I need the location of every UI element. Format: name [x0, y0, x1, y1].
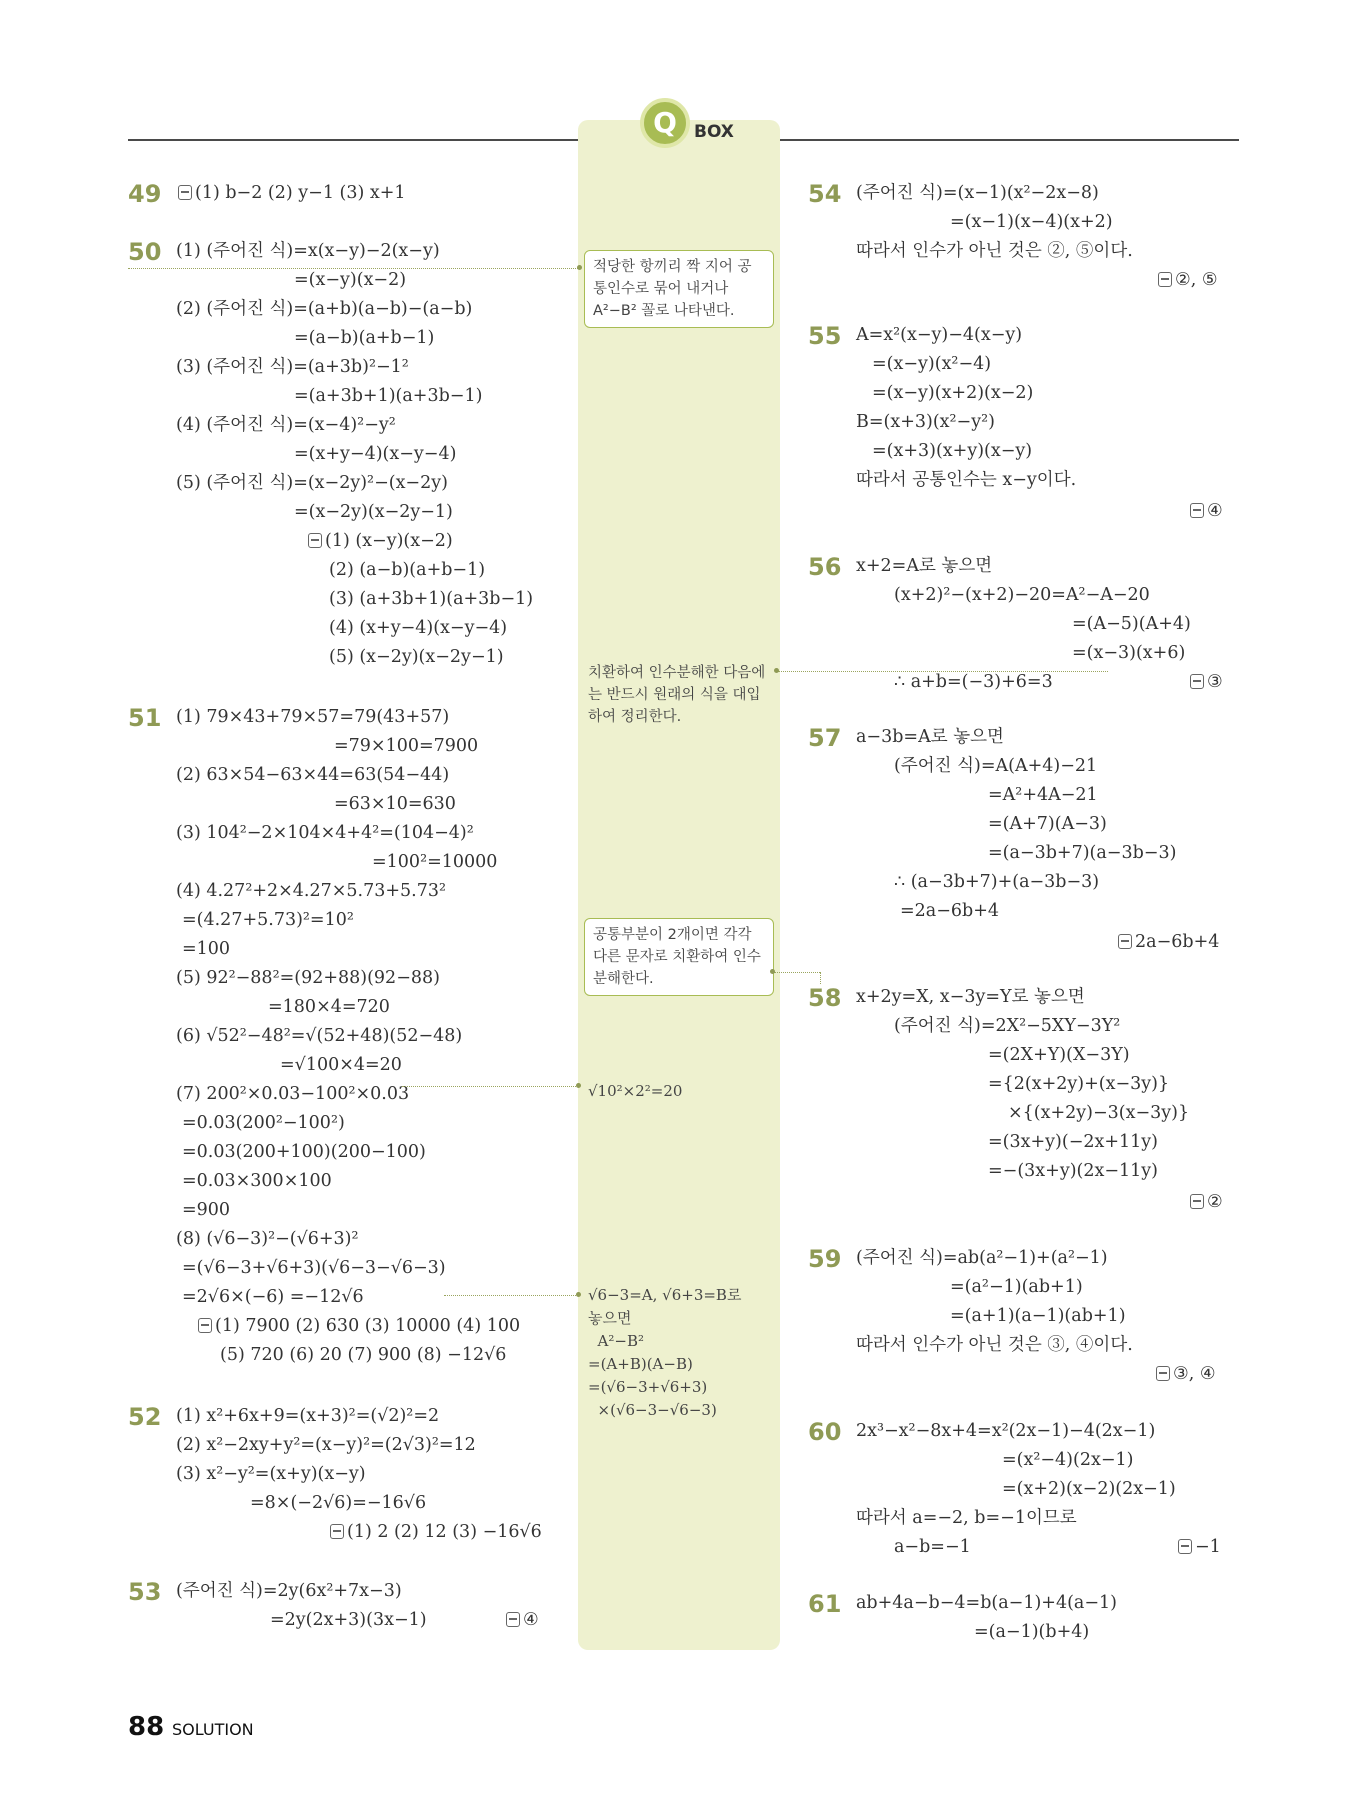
solution-line: =√100×4=20 [280, 1055, 402, 1075]
solution-line: =(x−y)(x+2)(x−2) [872, 383, 1034, 403]
answer-icon [1118, 934, 1132, 949]
solution-line: =(√6−3+√6+3)(√6−3−√6−3) [182, 1258, 446, 1278]
solution-line: =0.03×300×100 [182, 1171, 332, 1191]
solution-line: =8×(−2√6)=−16√6 [250, 1493, 427, 1513]
answer-60 [1178, 1539, 1221, 1557]
solution-line: =(x−3)(x+6) [1072, 643, 1186, 663]
qbox-label: BOX [694, 122, 734, 142]
answer-icon [1190, 674, 1204, 689]
leader-line [402, 1086, 578, 1087]
solution-line: =(a−b)(a+b−1) [294, 328, 435, 348]
leader-dot [577, 265, 582, 270]
solution-line: (1) (주어진 식)=x(x−y)−2(x−y) [176, 241, 440, 261]
solution-line: 2x³−x²−8x+4=x²(2x−1)−4(2x−1) [856, 1421, 1156, 1441]
solution-line: 따라서 a=−2, b=−1이므로 [856, 1508, 1077, 1528]
solution-line: ∴ a+b=(−3)+6=3 [894, 672, 1053, 692]
answer-54 [1158, 272, 1218, 290]
answer-text: (1) b−2 (2) y−1 (3) x+1 [195, 183, 406, 203]
answer-text: (1) 7900 (2) 630 (3) 10000 (4) 100 [215, 1316, 521, 1336]
problem-number-53: 53 [128, 1578, 162, 1606]
problem-number-58: 58 [808, 984, 842, 1012]
answer-50 [308, 533, 453, 551]
solution-line: 따라서 인수가 아닌 것은 ③, ④이다. [856, 1335, 1133, 1355]
answer-text: ②, ⑤ [1175, 270, 1218, 290]
solution-line: =(A−5)(A+4) [1072, 614, 1191, 634]
solution-line: =2√6×(−6) =−12√6 [182, 1287, 364, 1307]
header-rule-right [780, 139, 1239, 141]
answer-text: ④ [523, 1610, 539, 1630]
problem-number-52: 52 [128, 1403, 162, 1431]
solution-line: =(a²−1)(ab+1) [950, 1277, 1083, 1297]
problem-number-56: 56 [808, 553, 842, 581]
solution-line: =(3x+y)(−2x+11y) [988, 1132, 1159, 1152]
answer-icon [198, 1318, 212, 1333]
solution-line: a−b=−1 [894, 1537, 971, 1557]
problem-number-50: 50 [128, 238, 162, 266]
leader-line [774, 972, 820, 973]
qbox-note-sqrt: √10²×2²=20 [588, 1082, 683, 1100]
solution-line: (주어진 식)=2X²−5XY−3Y² [894, 1016, 1121, 1036]
solution-line: =100 [182, 939, 231, 959]
answer-55 [1190, 503, 1223, 521]
leader-line [778, 671, 1108, 672]
answer-icon [1190, 1194, 1204, 1209]
solution-line: (2) 63×54−63×44=63(54−44) [176, 765, 450, 785]
solution-line: =(x−2y)(x−2y−1) [294, 502, 453, 522]
solution-line: =(a+3b+1)(a+3b−1) [294, 386, 483, 406]
solution-line: =(x²−4)(2x−1) [1002, 1450, 1134, 1470]
leader-dot [576, 1083, 581, 1088]
solution-line: =(4.27+5.73)²=10² [182, 910, 354, 930]
solution-line: (2) x²−2xy+y²=(x−y)²=(2√3)²=12 [176, 1435, 476, 1455]
leader-line [444, 1295, 578, 1296]
problem-number-60: 60 [808, 1418, 842, 1446]
qbox-note-grouping: 적당한 항끼리 짝 지어 공통인수로 묶어 내거나 A²−B² 꼴로 나타낸다. [584, 250, 774, 328]
qbox-note-two-substitutions: 공통부분이 2개이면 각각 다른 문자로 치환하여 인수분해한다. [584, 918, 774, 996]
leader-line [820, 972, 821, 984]
header-rule-left [128, 139, 578, 141]
problem-number-61: 61 [808, 1590, 842, 1618]
solution-line: =(a+1)(a−1)(ab+1) [950, 1306, 1126, 1326]
answer-text: (1) (x−y)(x−2) [325, 531, 453, 551]
solution-line: (2) (주어진 식)=(a+b)(a−b)−(a−b) [176, 299, 473, 319]
answer-57 [1118, 934, 1219, 952]
answer-icon [1156, 1366, 1170, 1381]
solution-line: =900 [182, 1200, 231, 1220]
solution-line: (주어진 식)=2y(6x²+7x−3) [176, 1581, 402, 1601]
answer-text: 2a−6b+4 [1135, 932, 1220, 952]
solution-line: (3) 104²−2×104×4+4²=(104−4)² [176, 823, 474, 843]
solution-line: (5) (주어진 식)=(x−2y)²−(x−2y) [176, 473, 448, 493]
solution-line: (3) (주어진 식)=(a+3b)²−1² [176, 357, 409, 377]
answer-text: −1 [1195, 1537, 1221, 1557]
solution-line: a−3b=A로 놓으면 [856, 727, 1004, 747]
solution-line: (1) x²+6x+9=(x+3)²=(√2)²=2 [176, 1406, 440, 1426]
solution-line: (4) 4.27²+2×4.27×5.73+5.73² [176, 881, 447, 901]
answer-56 [1190, 674, 1223, 692]
solution-line: =(a−1)(b+4) [974, 1622, 1090, 1642]
solution-line: =(x−1)(x−4)(x+2) [950, 212, 1113, 232]
qbox-note-difference-squares: √6−3=A, √6+3=B로 놓으면 A²−B² =(A+B)(A−B) =(√6−3+√6+3) ×(√6−3−√6−3) [588, 1286, 742, 1419]
solution-line: =79×100=7900 [334, 736, 479, 756]
answer-49 [178, 185, 406, 203]
problem-number-49: 49 [128, 180, 162, 208]
answer-text: ③, ④ [1173, 1364, 1216, 1384]
answer-51 [198, 1318, 520, 1336]
solution-line: 따라서 인수가 아닌 것은 ②, ⑤이다. [856, 241, 1133, 261]
solution-line: A=x²(x−y)−4(x−y) [856, 325, 1023, 345]
page-number: 88 [128, 1712, 165, 1742]
solution-line: B=(x+3)(x²−y²) [856, 412, 995, 432]
solution-line: =(x+2)(x−2)(2x−1) [1002, 1479, 1176, 1499]
problem-number-55: 55 [808, 322, 842, 350]
solution-line: =A²+4A−21 [988, 785, 1098, 805]
solution-line: 따라서 공통인수는 x−y이다. [856, 470, 1077, 490]
answer-line: (5) (x−2y)(x−2y−1) [329, 647, 504, 667]
solution-line: =−(3x+y)(2x−11y) [988, 1161, 1159, 1181]
answer-line: (5) 720 (6) 20 (7) 900 (8) −12√6 [220, 1345, 507, 1365]
solution-line: (주어진 식)=A(A+4)−21 [894, 756, 1098, 776]
solution-line: =(2X+Y)(X−3Y) [988, 1045, 1130, 1065]
leader-dot [774, 668, 779, 673]
solution-line: =(x−y)(x−2) [294, 270, 407, 290]
solution-line: ∴ (a−3b+7)+(a−3b−3) [894, 872, 1100, 892]
problem-number-59: 59 [808, 1245, 842, 1273]
solution-line: x+2y=X, x−3y=Y로 놓으면 [856, 987, 1085, 1007]
solution-line: x+2=A로 놓으면 [856, 556, 993, 576]
solution-line: ×{(x+2y)−3(x−3y)} [1008, 1103, 1190, 1123]
solution-line: (6) √52²−48²=√(52+48)(52−48) [176, 1026, 463, 1046]
solution-line: (x+2)²−(x+2)−20=A²−A−20 [894, 585, 1150, 605]
solution-line: (주어진 식)=ab(a²−1)+(a²−1) [856, 1248, 1108, 1268]
solution-line: =(x−y)(x²−4) [872, 354, 992, 374]
leader-dot [770, 969, 775, 974]
solution-line: =(a−3b+7)(a−3b−3) [988, 843, 1177, 863]
answer-icon [1158, 272, 1172, 287]
solution-line: =63×10=630 [334, 794, 456, 814]
solution-line: ab+4a−b−4=b(a−1)+4(a−1) [856, 1593, 1117, 1613]
solution-line: (1) 79×43+79×57=79(43+57) [176, 707, 450, 727]
answer-59 [1156, 1366, 1216, 1384]
qbox-note-substitution: 치환하여 인수분해한 다음에는 반드시 원래의 식을 대입하여 정리한다. [588, 665, 766, 725]
answer-53 [506, 1612, 539, 1630]
solution-line: =100²=10000 [372, 852, 498, 872]
answer-icon [178, 185, 192, 200]
answer-icon [1190, 503, 1204, 518]
solution-line: (8) (√6−3)²−(√6+3)² [176, 1229, 359, 1249]
answer-line: (4) (x+y−4)(x−y−4) [329, 618, 508, 638]
solution-line: (3) x²−y²=(x+y)(x−y) [176, 1464, 366, 1484]
solution-line: (4) (주어진 식)=(x−4)²−y² [176, 415, 396, 435]
solution-line: =(x+y−4)(x−y−4) [294, 444, 457, 464]
solution-line: =180×4=720 [268, 997, 390, 1017]
solution-line: (7) 200²×0.03−100²×0.03 [176, 1084, 410, 1104]
solution-line: =(x+3)(x+y)(x−y) [872, 441, 1033, 461]
answer-58 [1190, 1194, 1223, 1212]
answer-text: ② [1207, 1192, 1223, 1212]
problem-number-51: 51 [128, 704, 162, 732]
qbox-logo: Q [640, 98, 690, 148]
solution-line: =0.03(200+100)(200−100) [182, 1142, 426, 1162]
solution-line: =2y(2x+3)(3x−1) [270, 1610, 427, 1630]
answer-line: (2) (a−b)(a+b−1) [329, 560, 486, 580]
answer-line: (3) (a+3b+1)(a+3b−1) [329, 589, 534, 609]
solution-line: (주어진 식)=(x−1)(x²−2x−8) [856, 183, 1099, 203]
answer-52 [330, 1524, 542, 1542]
solution-line: =0.03(200²−100²) [182, 1113, 345, 1133]
problem-number-54: 54 [808, 180, 842, 208]
answer-text: ④ [1207, 501, 1223, 521]
solution-line: ={2(x+2y)+(x−3y)} [988, 1074, 1170, 1094]
answer-text: (1) 2 (2) 12 (3) −16√6 [347, 1522, 542, 1542]
solution-line: =2a−6b+4 [900, 901, 1000, 921]
problem-number-57: 57 [808, 724, 842, 752]
leader-dot [576, 1292, 581, 1297]
solution-line: (5) 92²−88²=(92+88)(92−88) [176, 968, 440, 988]
section-label: SOLUTION [172, 1720, 254, 1739]
leader-line [128, 268, 580, 269]
answer-text: ③ [1207, 672, 1223, 692]
answer-icon [1178, 1539, 1192, 1554]
answer-icon [308, 533, 322, 548]
solution-line: =(A+7)(A−3) [988, 814, 1107, 834]
answer-icon [330, 1524, 344, 1539]
answer-icon [506, 1612, 520, 1627]
